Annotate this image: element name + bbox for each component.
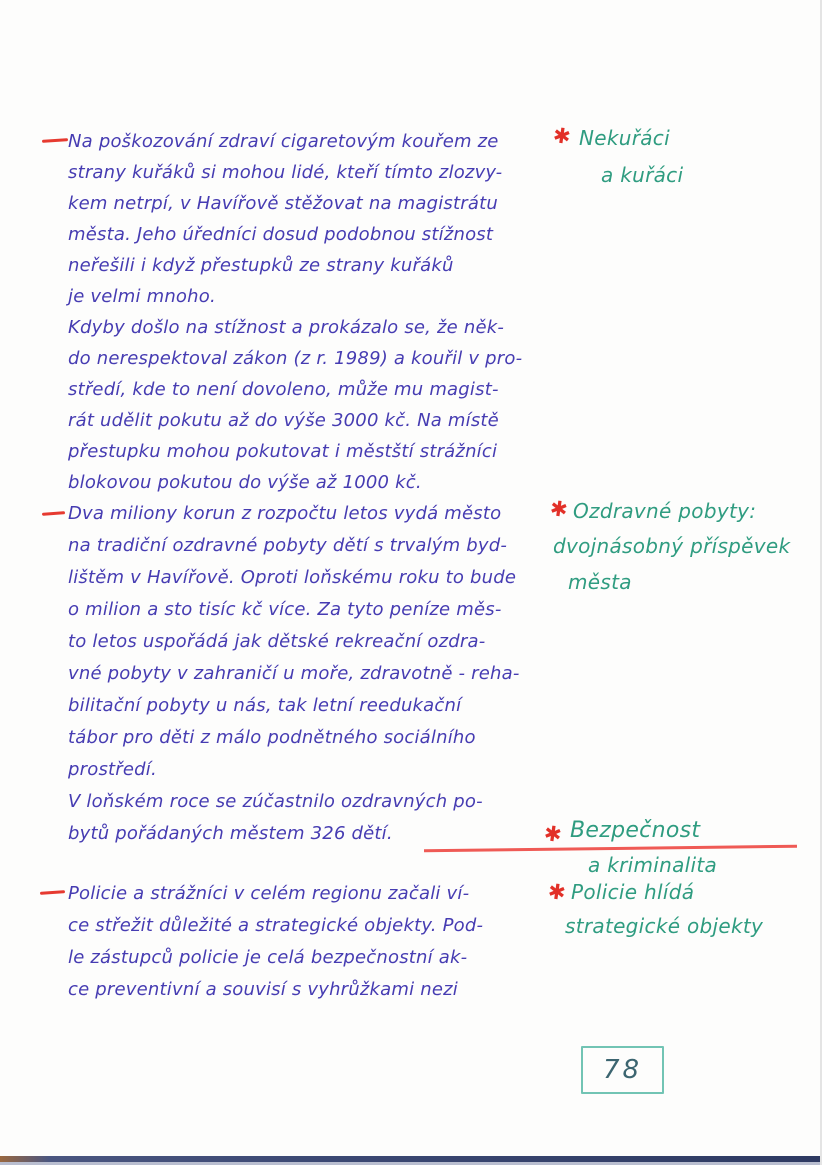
handwritten-line: je velmi mnoho. (68, 286, 216, 307)
handwritten-line: přestupku mohou pokutovat i městští strážníci (68, 441, 498, 462)
handwritten-line: blokovou pokutou do výše až 1000 kč. (68, 472, 422, 493)
margin-note-security-line2: a kriminalita (588, 853, 718, 877)
margin-note-security-line1: Bezpečnost (570, 818, 701, 843)
handwritten-line: to letos uspořádá jak dětské rekreační ozdra- (68, 631, 486, 652)
page-number-box (581, 1046, 664, 1094)
handwritten-line: o milion a sto tisíc kč více. Za tyto peníze měs- (68, 599, 502, 620)
red-dash-marker-2 (42, 511, 65, 516)
handwritten-line: neřešili i když přestupků ze strany kuřáků (68, 255, 454, 276)
handwritten-line: města. Jeho úředníci dosud podobnou stížnost (68, 224, 494, 245)
margin-note-smokers-line1: Nekuřáci (579, 126, 670, 150)
margin-note-smokers-line2: a kuřáci (601, 163, 684, 187)
red-dash-marker-1 (42, 138, 68, 143)
margin-note-stays-line3: města (568, 570, 632, 594)
red-asterisk-icon: ✱ (546, 878, 568, 906)
handwritten-line: rát udělit pokutu až do výše 3000 kč. Na místě (68, 410, 499, 431)
handwritten-line: prostředí. (68, 759, 157, 780)
handwritten-line: vné pobyty v zahraničí u moře, zdravotně - reha- (68, 663, 520, 684)
handwritten-line: kem netrpí, v Havířově stěžovat na magistrátu (68, 193, 498, 214)
handwritten-line: do nerespektoval zákon (z r. 1989) a kouřil v pro- (68, 348, 523, 369)
handwritten-line: Kdyby došlo na stížnost a prokázalo se, že něk- (68, 317, 505, 338)
paragraph-health-stays (68, 495, 578, 850)
handwritten-line: strany kuřáků si mohou lidé, kteří tímto zlozvy- (68, 162, 503, 183)
red-asterisk-icon: ✱ (548, 495, 570, 523)
paragraph-smoking (68, 126, 578, 498)
paragraph-police (68, 878, 578, 1006)
red-dash-marker-3 (40, 890, 65, 895)
margin-note-police-line2: strategické objekty (565, 914, 764, 938)
handwritten-line: bytů pořádaných městem 326 dětí. (68, 823, 393, 844)
red-asterisk-icon: ✱ (542, 820, 564, 848)
margin-note-stays-line2: dvojnásobný příspěvek (553, 534, 791, 558)
handwritten-line: středí, kde to není dovoleno, může mu magist- (68, 379, 499, 400)
handwritten-line: na tradiční ozdravné pobyty dětí s trvalým byd- (68, 535, 508, 556)
margin-note-police-line1: Policie hlídá (571, 880, 695, 904)
handwritten-line: bilitační pobyty u nás, tak letní reedukační (68, 695, 462, 716)
handwritten-line: Dva miliony korun z rozpočtu letos vydá město (68, 503, 502, 524)
handwritten-line: tábor pro děti z málo podnětného sociálního (68, 727, 476, 748)
handwritten-line: ce střežit důležité a strategické objekty. Pod- (68, 915, 484, 936)
handwritten-line: ce preventivní a souvisí s vyhrůžkami nezi (68, 979, 458, 1000)
handwritten-line: Policie a strážníci v celém regionu začali ví- (68, 883, 470, 904)
red-asterisk-icon: ✱ (551, 122, 573, 150)
handwritten-line: V loňském roce se zúčastnilo ozdravných po- (68, 791, 483, 812)
handwritten-line: Na poškozování zdraví cigaretovým kouřem ze (68, 131, 499, 152)
page-number: 78 (602, 1055, 643, 1085)
handwritten-line: le zástupců policie je celá bezpečnostní ak- (68, 947, 468, 968)
handwritten-line: lištěm v Havířově. Oproti loňskému roku to bude (68, 567, 517, 588)
margin-note-stays-line1: Ozdravné pobyty: (573, 499, 757, 523)
